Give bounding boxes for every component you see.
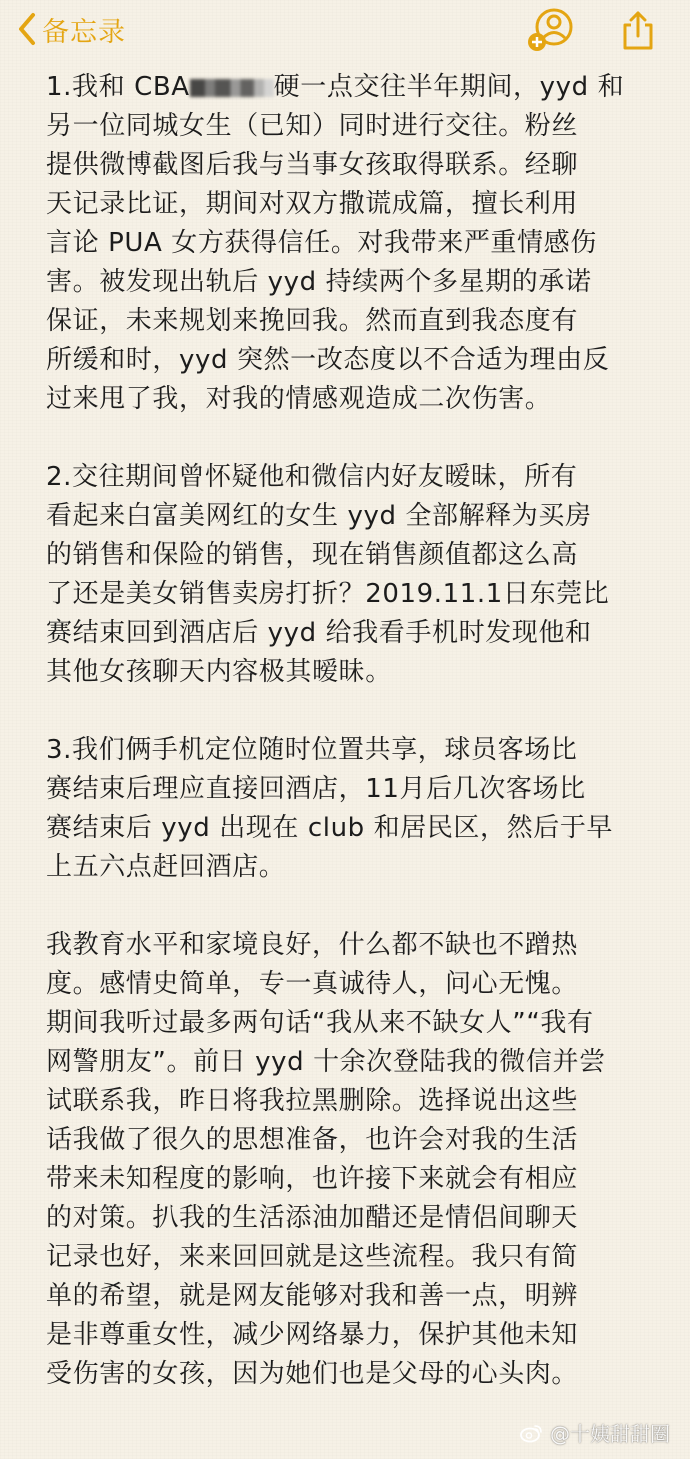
note-line: 期间我听过最多两句话“我从来不缺女人”“我有	[46, 1008, 594, 1038]
note-line: 其他女孩聊天内容极其暧昧。	[46, 657, 392, 687]
note-line: 所缓和时，yyd 突然一改态度以不合适为理由反	[46, 345, 610, 375]
weibo-logo-icon	[520, 1423, 544, 1443]
note-paragraph-4	[46, 926, 656, 1394]
note-line: 度。感情史简单，专一真诚待人，问心无愧。	[46, 969, 579, 999]
watermark-text: @十姨甜甜圈	[550, 1422, 670, 1446]
note-line: 单的希望，就是网友能够对我和善一点，明辨	[46, 1281, 579, 1311]
add-person-icon	[526, 7, 574, 57]
note-paragraph-1	[46, 68, 656, 419]
note-line: 我教育水平和家境良好，什么都不缺也不蹭热	[46, 930, 579, 960]
note-line: 赛结束回到酒店后 yyd 给我看手机时发现他和	[46, 618, 592, 648]
note-line: 了还是美女销售卖房打折？2019.11.1日东莞比	[46, 579, 610, 609]
note-line-segment: 1.我和 CBA	[46, 72, 190, 102]
note-line: 害。被发现出轨后 yyd 持续两个多星期的承诺	[46, 267, 592, 297]
note-line: 话我做了很久的思想准备，也许会对我的生活	[46, 1125, 579, 1155]
note-line: 上五六点赶回酒店。	[46, 852, 286, 882]
note-line: 带来未知程度的影响，也许接下来就会有相应	[46, 1164, 579, 1194]
add-person-button[interactable]	[526, 8, 574, 56]
note-line: 另一位同城女生（已知）同时进行交往。粉丝	[46, 111, 579, 141]
note-line: 赛结束后理应直接回酒店，11月后几次客场比	[46, 774, 586, 804]
note-line	[46, 68, 656, 107]
note-line: 试联系我，昨日将我拉黑删除。选择说出这些	[46, 1086, 579, 1116]
note-line: 言论 PUA 女方获得信任。对我带来严重情感伤	[46, 228, 597, 258]
back-button[interactable]	[18, 8, 126, 50]
note-paragraph-3	[46, 731, 656, 887]
note-line: 看起来白富美网红的女生 yyd 全部解释为买房	[46, 501, 592, 531]
note-line: 受伤害的女孩，因为她们也是父母的心头肉。	[46, 1359, 579, 1389]
note-line: 记录也好，来来回回就是这些流程。我只有简	[46, 1242, 579, 1272]
note-line: 网警朋友”。前日 yyd 十余次登陆我的微信并尝	[46, 1047, 606, 1077]
note-line: 保证，未来规划来挽回我。然而直到我态度有	[46, 306, 579, 336]
note-line: 是非尊重女性，减少网络暴力，保护其他未知	[46, 1320, 579, 1350]
note-line: 提供微博截图后我与当事女孩取得联系。经聊	[46, 150, 579, 180]
back-label: 备忘录	[42, 16, 126, 48]
share-button[interactable]	[614, 8, 662, 56]
note-line: 的销售和保险的销售，现在销售颜值都这么高	[46, 540, 579, 570]
watermark	[520, 1418, 670, 1447]
note-line: 过来甩了我，对我的情感观造成二次伤害。	[46, 384, 552, 414]
note-body[interactable]	[46, 68, 656, 1394]
note-line: 的对策。扒我的生活添油加醋还是情侣间聊天	[46, 1203, 579, 1233]
redacted-name-blur	[190, 79, 274, 97]
share-icon	[620, 9, 656, 55]
note-line: 天记录比证，期间对双方撒谎成篇，擅长利用	[46, 189, 579, 219]
note-line: 3.我们俩手机定位随时位置共享，球员客场比	[46, 735, 578, 765]
navigation-bar	[0, 0, 690, 62]
note-paragraph-2	[46, 458, 656, 692]
note-line: 赛结束后 yyd 出现在 club 和居民区，然后于早	[46, 813, 614, 843]
note-line-segment: 硬一点交往半年期间，yyd 和	[273, 72, 625, 102]
note-line: 2.交往期间曾怀疑他和微信内好友暧昧，所有	[46, 462, 578, 492]
chevron-left-icon	[18, 12, 36, 46]
